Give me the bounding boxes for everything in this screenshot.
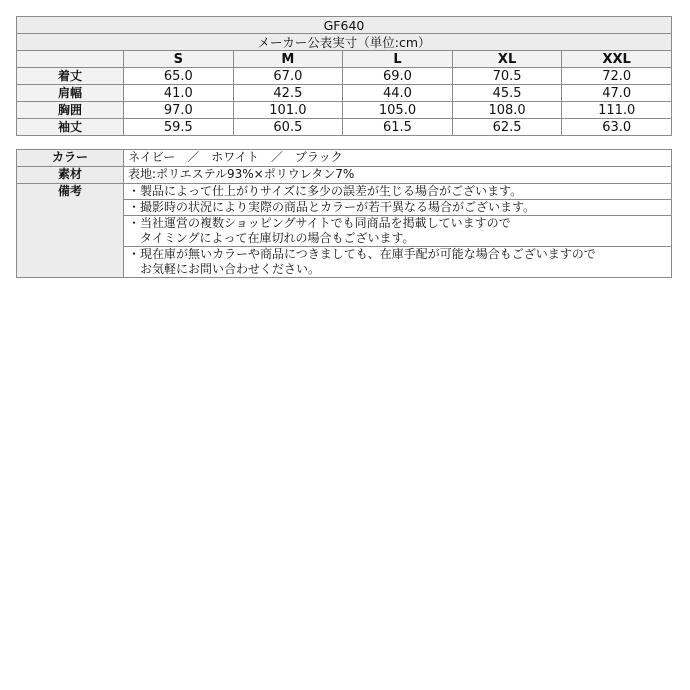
note-text: ・当社運営の複数ショッピングサイトでも同商品を掲載していますので [128, 216, 511, 230]
table-cell: 72.0 [562, 68, 672, 85]
material-label: 素材 [17, 167, 124, 184]
notes-row [17, 184, 672, 278]
table-cell: 45.5 [452, 85, 562, 102]
color-row [17, 150, 672, 167]
size-header-s: S [124, 51, 234, 68]
table-cell: 67.0 [233, 68, 343, 85]
table-cell: 70.5 [452, 68, 562, 85]
table-cell: 42.5 [233, 85, 343, 102]
table-row [17, 85, 672, 102]
table-cell: 101.0 [233, 102, 343, 119]
table-cell: 62.5 [452, 119, 562, 136]
table-row [17, 102, 672, 119]
size-header-xl: XL [452, 51, 562, 68]
product-info-table [16, 149, 672, 278]
size-header-m: M [233, 51, 343, 68]
color-value: ネイビー ／ ホワイト ／ ブラック [124, 150, 672, 167]
row-label-length: 着丈 [17, 68, 124, 85]
row-label-sleeve: 袖丈 [17, 119, 124, 136]
table-row [17, 68, 672, 85]
table-cell: 60.5 [233, 119, 343, 136]
table-cell: 63.0 [562, 119, 672, 136]
table-cell: 108.0 [452, 102, 562, 119]
note-item [124, 184, 671, 200]
table-cell: 69.0 [343, 68, 453, 85]
material-row [17, 167, 672, 184]
table-cell: 105.0 [343, 102, 453, 119]
size-header-row [17, 51, 672, 68]
note-item [124, 200, 671, 216]
table-cell: 61.5 [343, 119, 453, 136]
table-cell: 97.0 [124, 102, 234, 119]
notes-cell [124, 184, 672, 278]
note-text: ・現在庫が無いカラーや商品につきましても、在庫手配が可能な場合もございますので [128, 247, 596, 261]
table-cell: 59.5 [124, 119, 234, 136]
table-cell: 65.0 [124, 68, 234, 85]
table-cell: 41.0 [124, 85, 234, 102]
size-header-l: L [343, 51, 453, 68]
note-item [124, 247, 671, 277]
size-chart-table [16, 16, 672, 136]
notes-label: 備考 [17, 184, 124, 278]
size-header-blank [17, 51, 124, 68]
note-item [124, 216, 671, 247]
table-cell: 47.0 [562, 85, 672, 102]
row-label-shoulder: 肩幅 [17, 85, 124, 102]
note-text: お気軽にお問い合わせください。 [128, 262, 321, 276]
table-row [17, 119, 672, 136]
size-chart-caption: メーカー公表実寸（単位:cm） [17, 34, 672, 51]
size-header-xxl: XXL [562, 51, 672, 68]
row-label-chest: 胸囲 [17, 102, 124, 119]
note-text: ・撮影時の状況により実際の商品とカラーが若干異なる場合がございます。 [128, 200, 536, 214]
color-label: カラー [17, 150, 124, 167]
note-text: ・製品によって仕上がりサイズに多少の誤差が生じる場合がございます。 [128, 184, 523, 198]
note-text: タイミングによって在庫切れの場合もございます。 [128, 231, 415, 245]
table-cell: 111.0 [562, 102, 672, 119]
model-number: GF640 [17, 17, 672, 34]
material-value: 表地:ポリエステル93%×ポリウレタン7% [124, 167, 672, 184]
table-cell: 44.0 [343, 85, 453, 102]
